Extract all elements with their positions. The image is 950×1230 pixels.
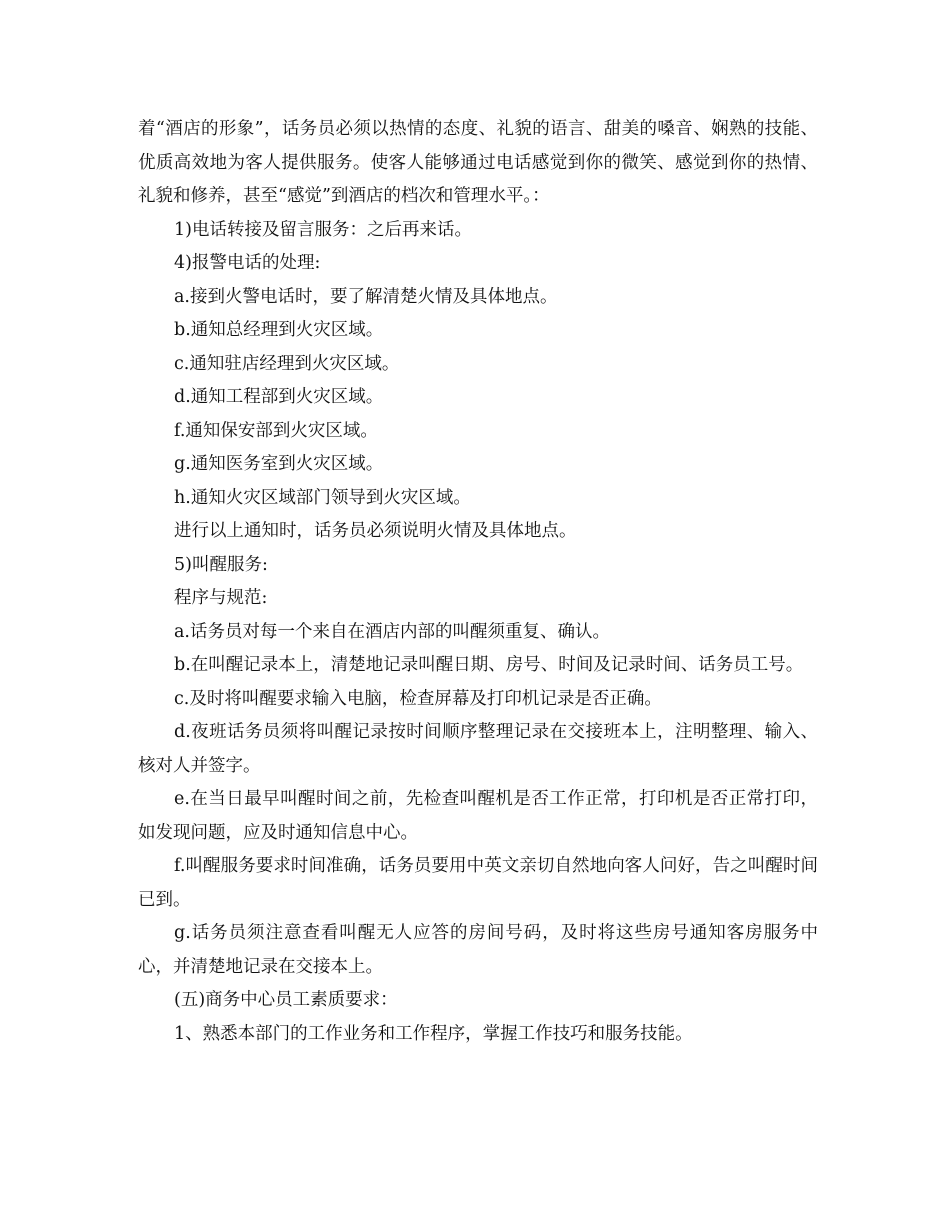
paragraph-alarm-g: g.通知医务室到火灾区域。: [174, 454, 384, 474]
paragraph-alarm-heading: 4)报警电话的处理:: [174, 253, 321, 273]
paragraph-wakeup-g: g.话务员须注意查看叫醒无人应答的房间号码，及时将这些房号通知客房服务中心，并清楚地记录在交接本上。: [138, 923, 818, 977]
paragraph-wakeup-b: b.在叫醒记录本上，清楚地记录叫醒日期、房号、时间及记录时间、话务员工号。: [174, 655, 804, 675]
paragraph-wakeup-d: d.夜班话务员须将叫醒记录按时间顺序整理记录在交接班本上，注明整理、输入、核对人并签字。: [138, 722, 818, 776]
paragraph-procedure-heading: 程序与规范:: [174, 588, 268, 608]
paragraph-alarm-b: b.通知总经理到火灾区域。: [174, 320, 384, 340]
paragraph-alarm-a: a.接到火警电话时，要了解清楚火情及具体地点。: [174, 286, 558, 307]
paragraph-section-five-heading: (五)商务中心员工素质要求：: [174, 990, 398, 1010]
paragraph-alarm-d: d.通知工程部到火灾区域。: [174, 387, 384, 407]
paragraph-wakeup-c: c.及时将叫醒要求输入电脑，检查屏幕及打印机记录是否正确。: [174, 688, 662, 709]
paragraph-wakeup-a: a.话务员对每一个来自在酒店内部的叫醒须重复、确认。: [174, 621, 610, 642]
paragraph-wakeup-f: f.叫醒服务要求时间准确，话务员要用中英文亲切自然地向客人问好，告之叫醒时间已到。: [138, 856, 818, 910]
paragraph-section-five-item-1: 1、熟悉本部门的工作业务和工作程序，掌握工作技巧和服务技能。: [174, 1023, 693, 1044]
paragraph-alarm-h: h.通知火灾区域部门领导到火灾区域。: [174, 487, 471, 508]
paragraph-alarm-note: 进行以上通知时，话务员必须说明火情及具体地点。: [174, 521, 577, 541]
paragraph-wakeup-e: e.在当日最早叫醒时间之前，先检查叫醒机是否工作正常，打印机是否正常打印，如发现问题，应及时通知信息中心。: [138, 789, 818, 843]
paragraph-call-transfer: 1)电话转接及留言服务：之后再来话。: [174, 219, 472, 240]
document-body: [138, 113, 818, 1051]
paragraph-alarm-c: c.通知驻店经理到火灾区域。: [174, 353, 400, 374]
paragraph-wakeup-heading: 5)叫醒服务:: [174, 554, 268, 575]
paragraph-intro: 着“酒店的形象”，话务员必须以热情的态度、礼貌的语言、甜美的嗓音、娴熟的技能、优质高效地为客人提供服务。使客人能够通过电话感觉到你的微笑、感觉到你的热情、礼貌和修养，甚至“感觉”到酒店的档次和管理水平。：: [138, 119, 818, 206]
paragraph-alarm-f: f.通知保安部到火灾区域。: [174, 420, 378, 441]
